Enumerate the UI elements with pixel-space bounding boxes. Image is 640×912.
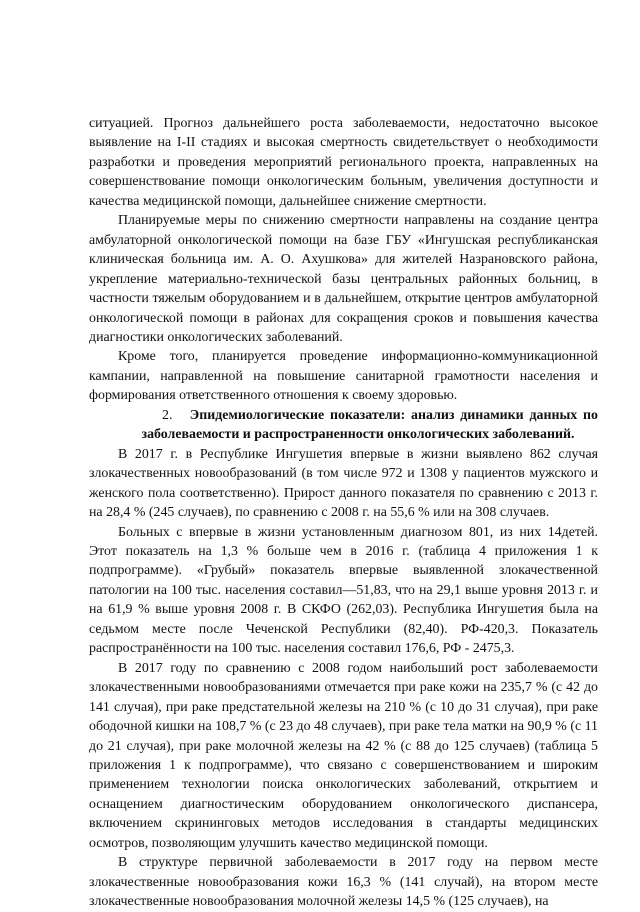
section-title: Эпидемиологические показатели: анализ динамики данных по заболеваемости и распространенности онкологических заболеваний. xyxy=(141,407,598,443)
paragraph-continuation: ситуацией. Прогноз дальнейшего роста заболеваемости, недостаточно высокое выявление на I-II стадиях и высокая смертность свидетельствует о необходимости разработки и проведения мероприятий регионального проекта, направленных на совершенствование помощи онкологическим больным, увеличения доступности и качества медицинской помощи, дальнейшее снижение смертности. xyxy=(89,116,598,209)
paragraph-information-campaign: Кроме того, планируется проведение информационно-коммуникационной кампании, направленной на повышение санитарной грамотности населения и формирования ответственного отношения к своему здоровью. xyxy=(89,349,598,404)
paragraph-planned-measures: Планируемые меры по снижению смертности направлены на создание центра амбулаторной онкологической помощи на базе ГБУ «Ингушская республиканская клиническая больница им. А. О. Ахушкова» для жителей Назрановского района, укрепление материально-технической базы центральных районных больниц, в частности тяжелым оборудованием и в дальнейшем, открытие центров амбулаторной онкологической помощи в районах для сокращения сроков и повышения качества диагностики онкологических заболеваний. xyxy=(89,213,598,345)
document-page xyxy=(89,114,598,912)
paragraph-incidence-2017: В 2017 г. в Республике Ингушетия впервые в жизни выявлено 862 случая злокачественных новообразований (в том числе 972 и 1308 у пациентов мужского и женского пола соответственно). Прирост данного показателя по сравнению с 2013 г. на 28,4 % (245 случаев), по сравнению с 2008 г. на 55,6 % или на 308 случаев. xyxy=(89,446,598,521)
paragraph-new-diagnoses: Больных с впервые в жизни установленным диагнозом 801, из них 14детей. Этот показатель на 1,3 % больше чем в 2016 г. (таблица 4 приложения 1 к подпрограмме). «Грубый» показатель впервые выявленной злокачественной патологии на 100 тыс. населения составил—51,83, что на 29,1 выше уровня 2013 г. и на 61,9 % выше уровня 2008 г. В СКФО (262,03). Республика Ингушетия была на седьмом месте после Чеченской Республики (82,40). РФ-420,3. Показатель распространённости на 100 тыс. населения составил 176,6, РФ - 2475,3. xyxy=(89,524,598,657)
paragraph-structure: В структуре первичной заболеваемости в 2017 году на первом месте злокачественные новообразования кожи 16,3 % (141 случай), на втором месте злокачественные новообразования молочной железы 14,5 % (125 случаев), на xyxy=(89,855,598,910)
paragraph-growth-by-site: В 2017 году по сравнению с 2008 годом наибольший рост заболеваемости злокачественными новообразованиями отмечается при раке кожи на 235,7 % (с 42 до 141 случая), при раке предстательной железы на 210 % (с 10 до 31 случая), при раке ободочной кишки на 108,7 % (с 23 до 48 случаев), при раке тела матки на 90,9 % (с 11 до 21 случая), при раке молочной железы на 42 % (с 88 до 125 случаев) (таблица 5 приложения 1 к подпрограмме), что связано с совершенствованием и широким применением технологии поиска онкологических заболеваний, открытием и оснащением диагностическим оборудованием онкологического диспансера, включением скрининговых методов исследования в стандарты медицинских осмотров, позволяющим улучшить качество медицинской помощи. xyxy=(89,660,598,851)
section-number: 2. xyxy=(162,407,173,423)
section-heading xyxy=(89,406,598,445)
